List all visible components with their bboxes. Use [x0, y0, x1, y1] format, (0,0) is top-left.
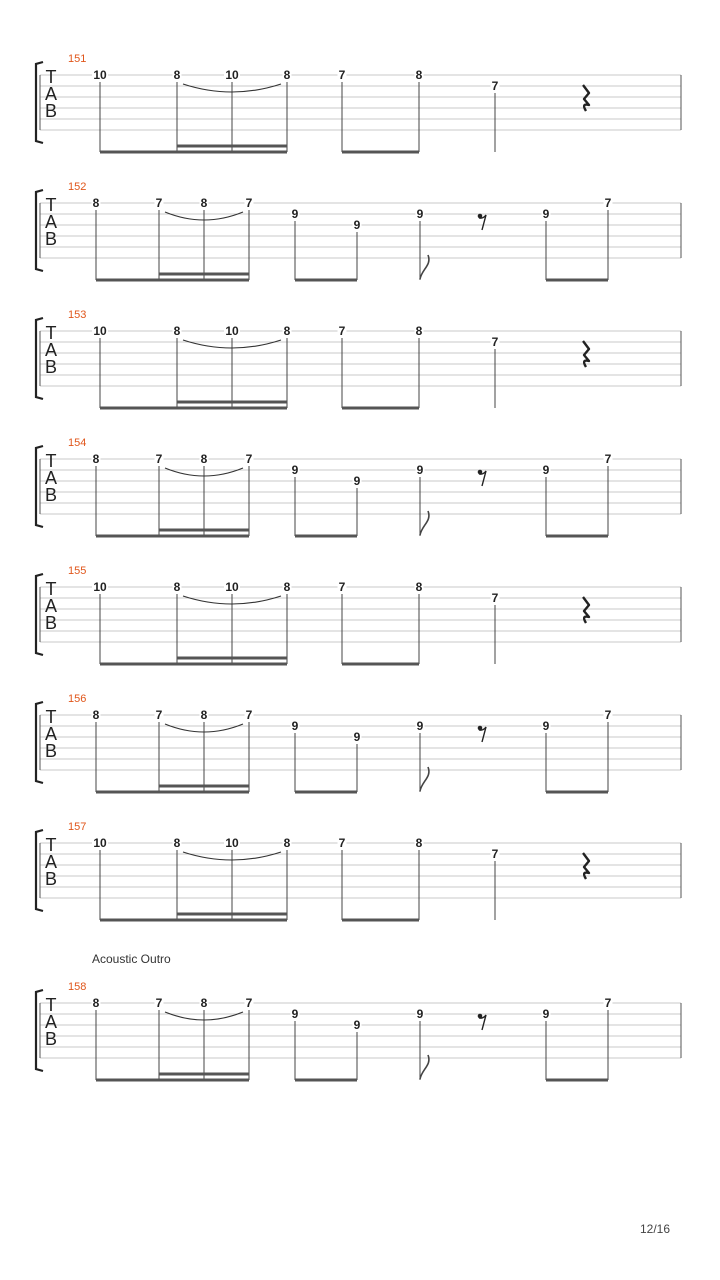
fret-number: 10 [225, 836, 239, 850]
fret-number: 7 [491, 335, 499, 349]
fret-number: 9 [291, 207, 299, 221]
fret-number: 8 [200, 996, 208, 1010]
measure-number: 156 [68, 693, 87, 705]
tab-letter: A [44, 724, 58, 744]
fret-number: 7 [245, 196, 253, 210]
tab-letter: B [44, 1029, 58, 1049]
tab-letter: A [44, 1012, 58, 1032]
fret-number: 9 [416, 719, 424, 733]
fret-number: 7 [338, 68, 346, 82]
fret-number: 7 [491, 847, 499, 861]
tab-letter: T [45, 995, 57, 1015]
fret-number: 8 [200, 196, 208, 210]
fret-number: 7 [491, 591, 499, 605]
fret-number: 9 [291, 719, 299, 733]
section-label: Acoustic Outro [92, 952, 171, 966]
bend-curve [420, 255, 429, 279]
tab-letter: T [45, 195, 57, 215]
fret-number: 7 [338, 836, 346, 850]
tab-system [36, 437, 681, 536]
tab-system [36, 181, 681, 280]
tab-letter: A [44, 340, 58, 360]
fret-number: 8 [173, 836, 181, 850]
fret-number: 10 [93, 836, 107, 850]
tab-letter: B [44, 869, 58, 889]
fret-number: 7 [604, 996, 612, 1010]
fret-number: 7 [245, 996, 253, 1010]
tab-letter: A [44, 596, 58, 616]
tab-letter: B [44, 741, 58, 761]
fret-number: 10 [225, 68, 239, 82]
fret-number: 9 [353, 218, 361, 232]
tab-system [36, 693, 681, 792]
fret-number: 7 [155, 708, 163, 722]
fret-number: 9 [542, 719, 550, 733]
fret-number: 9 [291, 1007, 299, 1021]
tab-letter: T [45, 707, 57, 727]
fret-number: 10 [225, 324, 239, 338]
fret-number: 8 [173, 324, 181, 338]
fret-number: 9 [416, 1007, 424, 1021]
fret-number: 10 [93, 324, 107, 338]
fret-number: 8 [415, 324, 423, 338]
fret-number: 7 [604, 452, 612, 466]
tab-letter: T [45, 835, 57, 855]
fret-number: 8 [415, 836, 423, 850]
tab-system [36, 981, 681, 1080]
fret-number: 8 [283, 68, 291, 82]
fret-number: 7 [155, 196, 163, 210]
fret-number: 7 [491, 79, 499, 93]
tab-letter: T [45, 323, 57, 343]
fret-number: 9 [353, 730, 361, 744]
measure-number: 154 [68, 437, 87, 449]
page-number: 12/16 [640, 1222, 671, 1236]
tab-letter: B [44, 613, 58, 633]
fret-number: 7 [604, 196, 612, 210]
bend-curve [420, 767, 429, 791]
tab-letter: A [44, 212, 58, 232]
quarter-rest [583, 341, 589, 367]
fret-number: 8 [415, 580, 423, 594]
tab-letter: A [44, 84, 58, 104]
fret-number: 9 [291, 463, 299, 477]
fret-number: 8 [92, 196, 100, 210]
quarter-rest [583, 853, 589, 879]
fret-number: 8 [92, 452, 100, 466]
fret-number: 7 [155, 996, 163, 1010]
fret-number: 9 [542, 1007, 550, 1021]
tab-letter: A [44, 468, 58, 488]
tab-letter: T [45, 579, 57, 599]
fret-number: 10 [93, 68, 107, 82]
tab-system [36, 821, 681, 920]
fret-number: 8 [173, 68, 181, 82]
fret-number: 7 [338, 324, 346, 338]
measure-number: 153 [68, 309, 87, 321]
fret-number: 9 [353, 1018, 361, 1032]
tab-letter: B [44, 101, 58, 121]
fret-number: 7 [155, 452, 163, 466]
tab-letter: B [44, 229, 58, 249]
tab-system [36, 309, 681, 408]
fret-number: 10 [225, 580, 239, 594]
fret-number: 8 [283, 836, 291, 850]
fret-number: 8 [283, 324, 291, 338]
measure-number: 155 [68, 565, 87, 577]
bend-curve [420, 511, 429, 535]
fret-number: 8 [415, 68, 423, 82]
fret-number: 7 [245, 708, 253, 722]
tab-letter: B [44, 357, 58, 377]
fret-number: 9 [542, 207, 550, 221]
measure-number: 158 [68, 981, 87, 993]
fret-number: 7 [604, 708, 612, 722]
measure-number: 152 [68, 181, 87, 193]
fret-number: 7 [245, 452, 253, 466]
tab-system [36, 53, 681, 152]
fret-number: 8 [283, 580, 291, 594]
fret-number: 9 [542, 463, 550, 477]
fret-number: 8 [200, 708, 208, 722]
tab-letter: T [45, 67, 57, 87]
tab-letter: T [45, 451, 57, 471]
measure-number: 157 [68, 821, 87, 833]
fret-number: 9 [416, 207, 424, 221]
quarter-rest [583, 85, 589, 111]
fret-number: 9 [416, 463, 424, 477]
fret-number: 10 [93, 580, 107, 594]
tab-system [36, 565, 681, 664]
fret-number: 9 [353, 474, 361, 488]
fret-number: 8 [92, 996, 100, 1010]
fret-number: 8 [200, 452, 208, 466]
bend-curve [420, 1055, 429, 1079]
measure-number: 151 [68, 53, 87, 65]
fret-number: 7 [338, 580, 346, 594]
tab-letter: A [44, 852, 58, 872]
fret-number: 8 [92, 708, 100, 722]
quarter-rest [583, 597, 589, 623]
fret-number: 8 [173, 580, 181, 594]
tab-letter: B [44, 485, 58, 505]
